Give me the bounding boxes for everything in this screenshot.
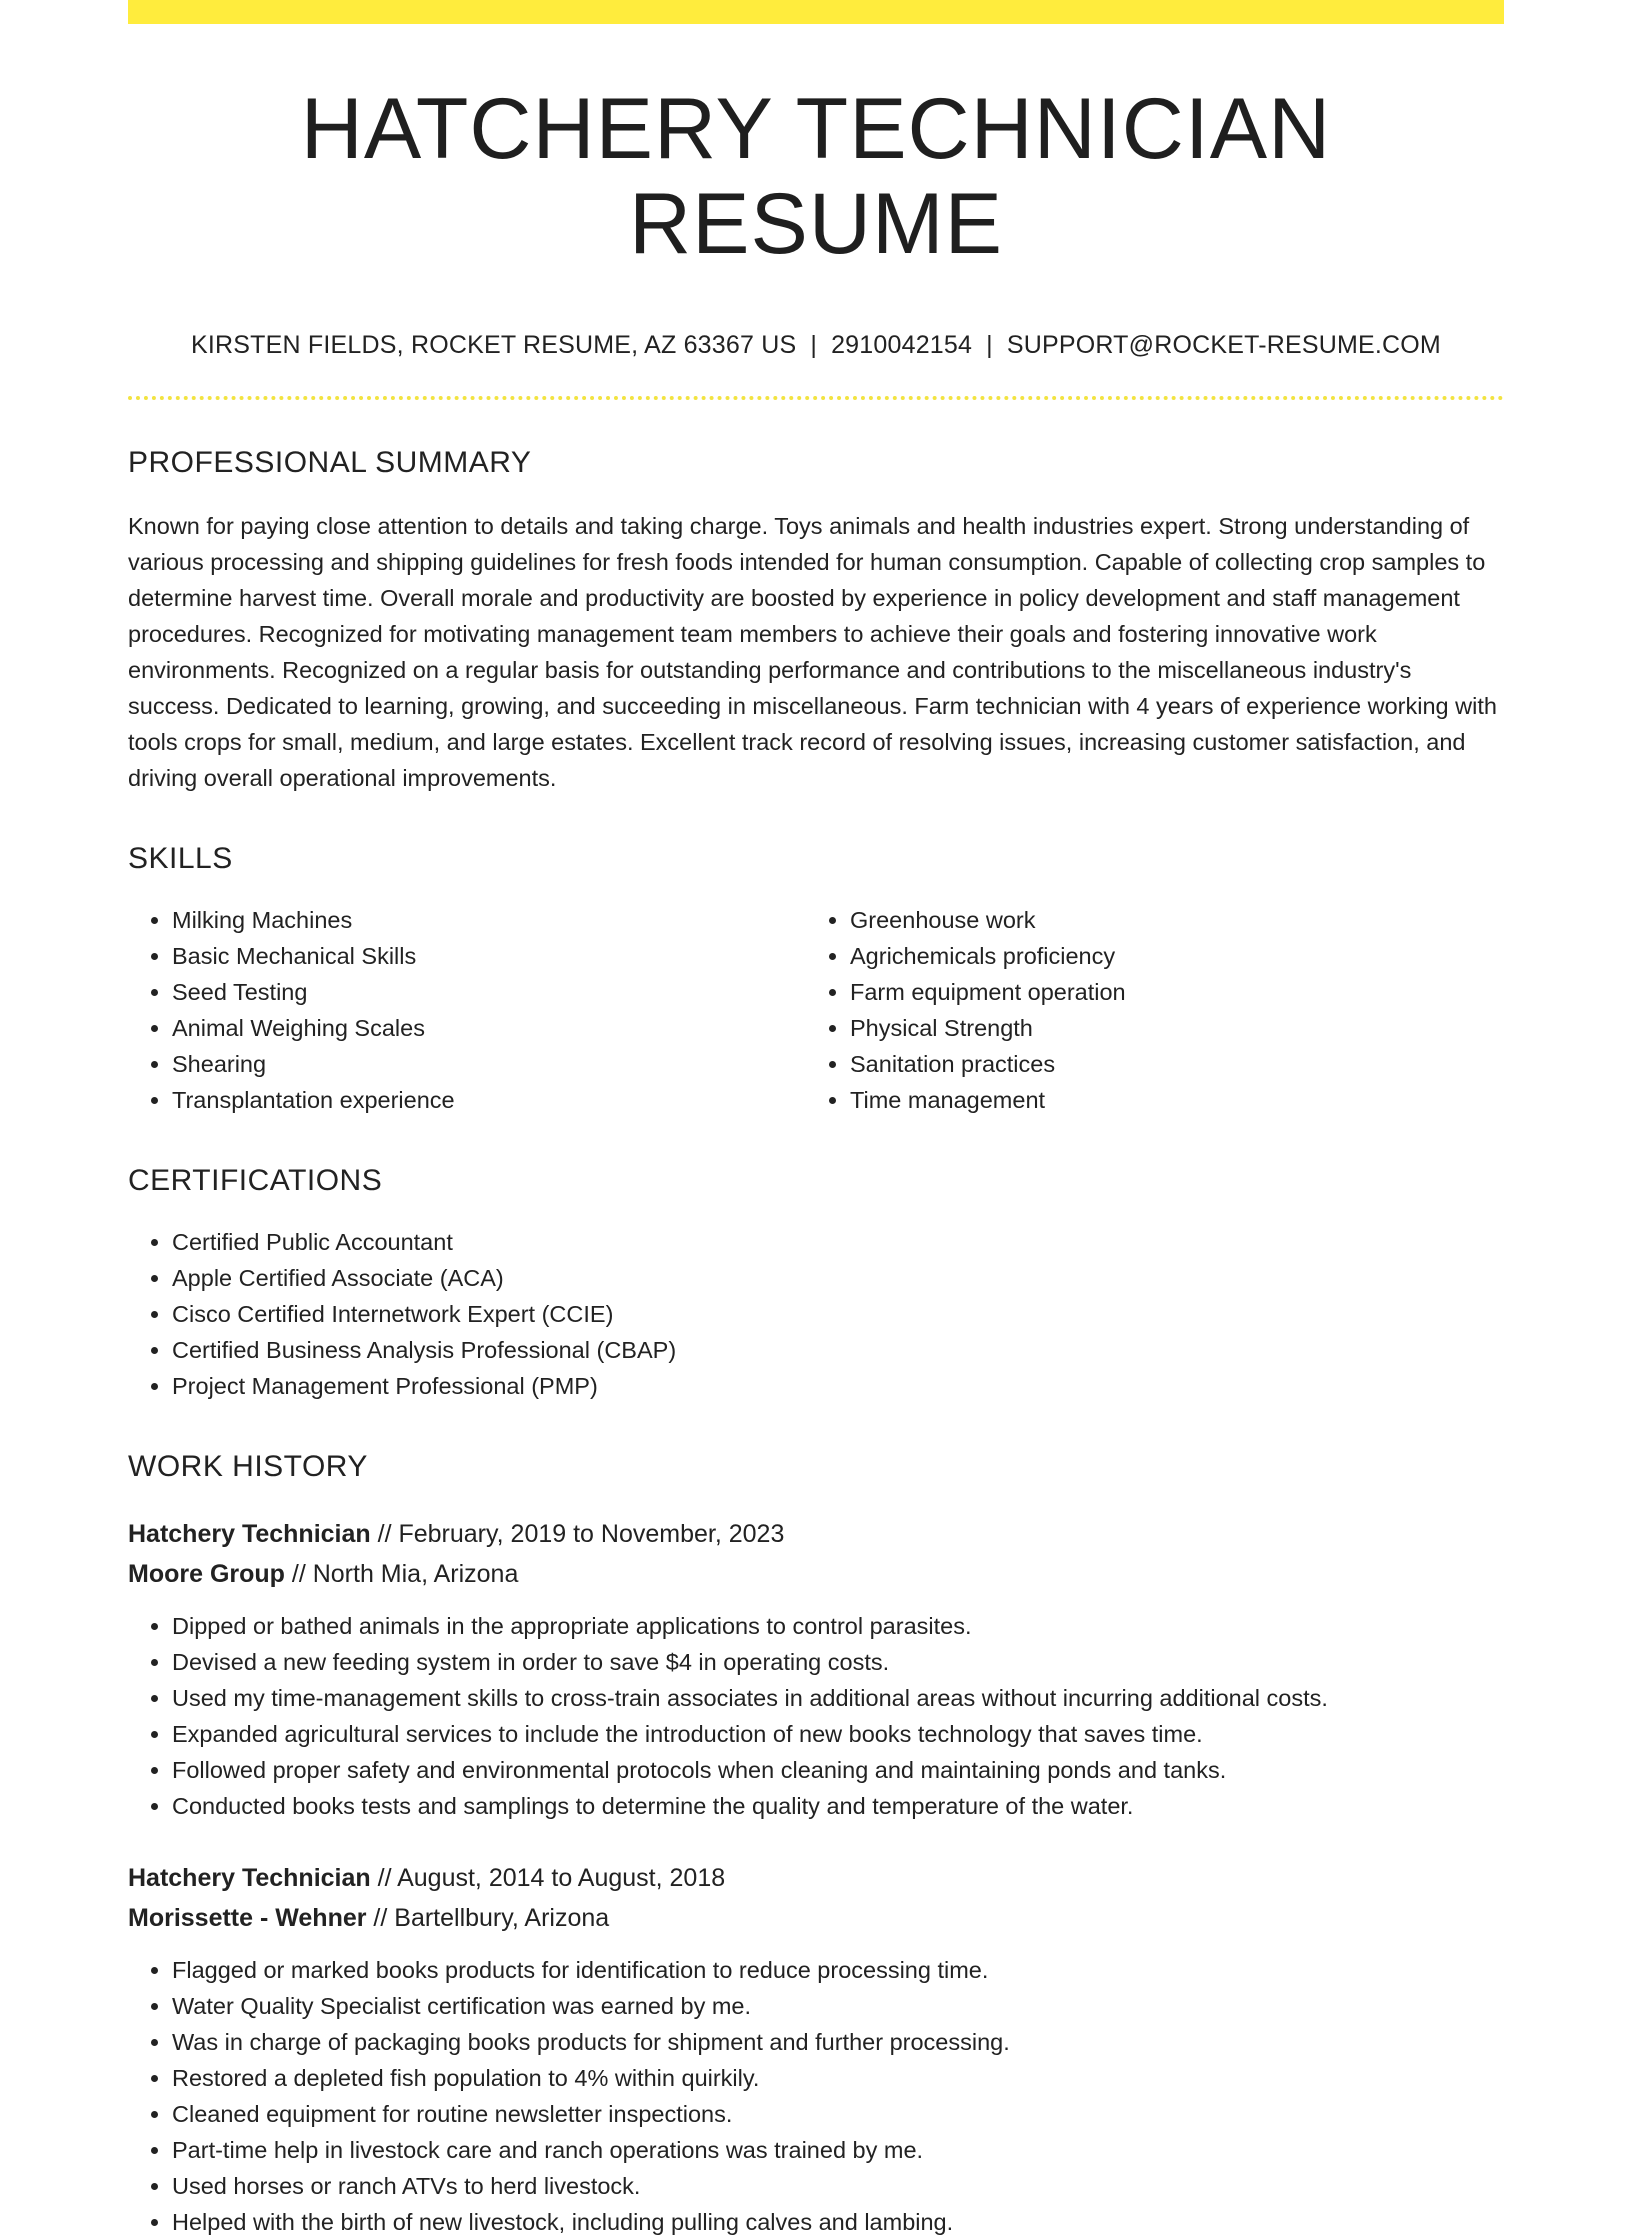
job-entry	[128, 1514, 1504, 1824]
job-bullet: • Conducted books tests and samplings to determine the quality and temperature of the water.	[172, 1788, 1504, 1824]
job-bullet: • Used horses or ranch ATVs to herd livestock.	[172, 2168, 1504, 2204]
job-bullets	[128, 1952, 1504, 2240]
contact-address: KIRSTEN FIELDS, ROCKET RESUME, AZ 63367 US	[191, 331, 797, 360]
job-bullet: • Followed proper safety and environmental protocols when cleaning and maintaining ponds and tanks.	[172, 1752, 1504, 1788]
certification-item: • Project Management Professional (PMP)	[172, 1368, 1504, 1404]
contact-separator: |	[810, 331, 818, 360]
job-company-line	[128, 1898, 1504, 1938]
job-bullet: • Dipped or bathed animals in the appropriate applications to control parasites.	[172, 1608, 1504, 1644]
dotted-divider	[128, 396, 1504, 400]
job-title: Hatchery Technician	[128, 1520, 371, 1549]
job-title-line	[128, 1514, 1504, 1554]
skill-item: • Physical Strength	[850, 1010, 1450, 1046]
summary-text: Known for paying close attention to details and taking charge. Toys animals and health industries expert. Strong understanding of various processing and shipping guidelines for fresh foods intended for human consumption. Capable of collecting crop samples to determine harvest time. Overall morale and productivity are boosted by experience in policy development and staff management procedures. Recognized for motivating management team members to achieve their goals and fostering innovative work environments. Recognized on a regular basis for outstanding performance and contributions to the miscellaneous industry's success. Dedicated to learning, growing, and succeeding in miscellaneous. Farm technician with 4 years of experience working with tools crops for small, medium, and large estates. Excellent track record of resolving issues, increasing customer satisfaction, and driving overall operational improvements.	[128, 513, 1497, 792]
resume-title: HATCHERY TECHNICIAN RESUME	[300, 81, 1332, 272]
skill-item: • Greenhouse work	[850, 902, 1450, 938]
job-title-line	[128, 1858, 1504, 1898]
skill-item: • Time management	[850, 1082, 1450, 1118]
job-bullet: • Devised a new feeding system in order to save $4 in operating costs.	[172, 1644, 1504, 1680]
job-company: Moore Group	[128, 1560, 285, 1589]
skill-item: • Animal Weighing Scales	[172, 1010, 806, 1046]
job-bullet: • Cleaned equipment for routine newsletter inspections.	[172, 2096, 1504, 2132]
job-bullet: • Used my time-management skills to cross-train associates in additional areas without incurring additional costs.	[172, 1680, 1504, 1716]
job-location: // Bartellbury, Arizona	[366, 1904, 610, 1933]
contact-separator: |	[986, 331, 993, 360]
job-bullet: • Flagged or marked books products for identification to reduce processing time.	[172, 1952, 1504, 1988]
certification-item: • Apple Certified Associate (ACA)	[172, 1260, 1504, 1296]
certification-item: • Cisco Certified Internetwork Expert (CCIE)	[172, 1296, 1504, 1332]
contact-email[interactable]: SUPPORT@ROCKET-RESUME.COM	[1006, 331, 1441, 360]
skill-item: • Farm equipment operation	[850, 974, 1450, 1010]
skill-item: • Transplantation experience	[172, 1082, 806, 1118]
resume-page	[128, 0, 1504, 2240]
skill-item: • Agrichemicals proficiency	[850, 938, 1450, 974]
skill-item: • Sanitation practices	[850, 1046, 1450, 1082]
skills-column-1	[128, 902, 806, 1118]
certification-item: • Certified Public Accountant	[172, 1224, 1504, 1260]
job-bullets	[128, 1608, 1504, 1824]
contact-phone: 2910042154	[831, 331, 973, 360]
job-bullet: • Helped with the birth of new livestock, including pulling calves and lambing.	[172, 2204, 1504, 2240]
skills-list	[128, 902, 1504, 1118]
skill-item: • Seed Testing	[172, 974, 806, 1010]
certifications-heading: CERTIFICATIONS	[128, 1164, 383, 1198]
job-dates: // February, 2019 to November, 2023	[370, 1520, 785, 1549]
job-bullet: • Water Quality Specialist certification was earned by me.	[172, 1988, 1504, 2024]
job-company: Morissette - Wehner	[128, 1904, 367, 1933]
job-entry	[128, 1858, 1504, 2240]
job-company-line	[128, 1554, 1504, 1594]
skill-item: • Basic Mechanical Skills	[172, 938, 806, 974]
contact-line	[128, 331, 1504, 360]
skills-column-2	[806, 902, 1450, 1118]
accent-bar	[128, 0, 1504, 24]
job-bullet: • Restored a depleted fish population to 4% within quirkily.	[172, 2060, 1504, 2096]
skill-item: • Shearing	[172, 1046, 806, 1082]
certification-item: • Certified Business Analysis Professional (CBAP)	[172, 1332, 1504, 1368]
skills-heading: SKILLS	[128, 842, 233, 876]
job-title: Hatchery Technician	[128, 1864, 371, 1893]
job-bullet: • Was in charge of packaging books products for shipment and further processing.	[172, 2024, 1504, 2060]
job-bullet: • Part-time help in livestock care and ranch operations was trained by me.	[172, 2132, 1504, 2168]
job-location: // North Mia, Arizona	[284, 1560, 519, 1589]
job-bullet: • Expanded agricultural services to include the introduction of new books technology that saves time.	[172, 1716, 1504, 1752]
certifications-list	[128, 1224, 1504, 1404]
job-dates: // August, 2014 to August, 2018	[370, 1864, 726, 1893]
work-history-heading: WORK HISTORY	[128, 1450, 368, 1484]
skill-item: • Milking Machines	[172, 902, 806, 938]
summary-heading: PROFESSIONAL SUMMARY	[128, 446, 532, 480]
